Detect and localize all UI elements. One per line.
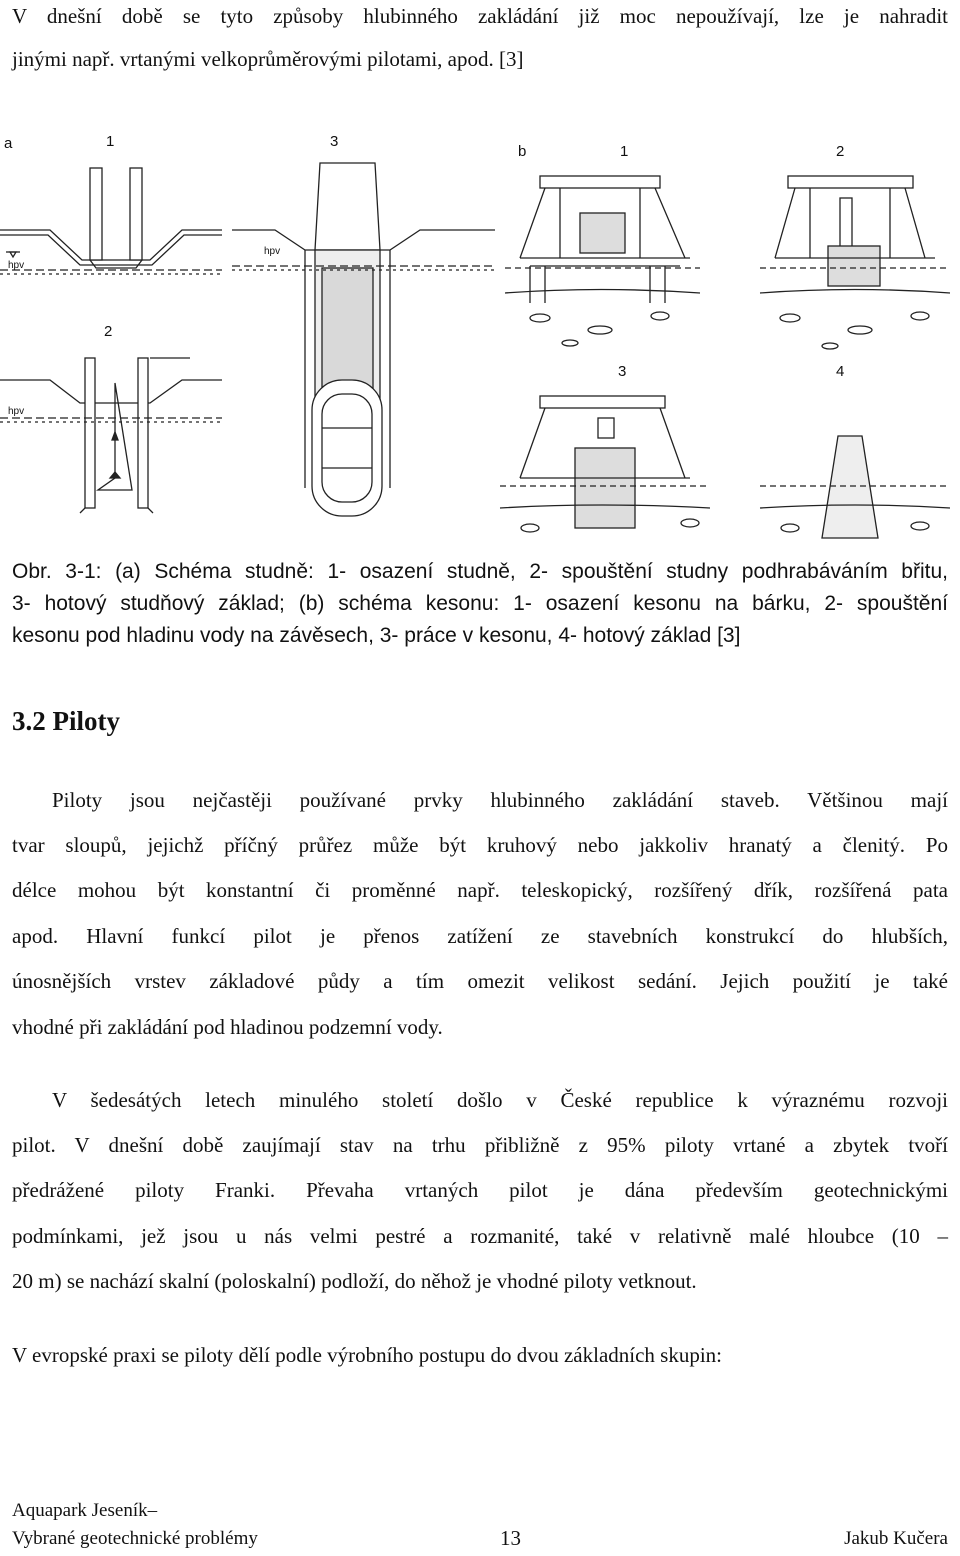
footer-subtitle: Vybrané geotechnické problémy (12, 1528, 258, 1549)
hpv-label-2: hpv (264, 246, 281, 257)
paragraph-1-line-1: Piloty jsou nejčastěji používané prvky hlubinného zakládání staveb. Většinou mají (52, 788, 948, 812)
paragraph-1-line-2: tvar sloupů, jejichž příčný průřez může být kruhový nebo jakkoliv hranatý a členitý. Po (12, 833, 948, 857)
caisson-on-barge-drawing (505, 176, 700, 346)
paragraph-1-line-3: délce mohou být konstantní či proměnné např. teleskopický, rozšířený dřík, rozšířená pata (12, 878, 948, 902)
panel-b-step-4: 4 (836, 363, 845, 380)
work-in-caisson-drawing (500, 396, 710, 532)
paragraph-2-line-5: 20 m) se nachází skalní (poloskalní) podloží, do něhož je vhodné piloty vetknout. (12, 1269, 697, 1293)
panel-a-step-1: 1 (106, 133, 115, 150)
panel-a-step-3: 3 (330, 133, 339, 150)
figure-caption-line-1: Obr. 3-1: (a) Schéma studně: 1- osazení studně, 2- spouštění studny podhrabáváním břitu, (12, 560, 948, 583)
figure-caption-line-2: 3- hotový studňový základ; (b) schéma kesonu: 1- osazení kesonu na bárku, 2- spouštění (12, 592, 948, 615)
paragraph-2-line-3: předrážené piloty Franki. Převaha vrtaných pilot je dána především geotechnickými (12, 1178, 948, 1202)
panel-b-step-2: 2 (836, 143, 845, 160)
caisson-lowering-drawing (760, 176, 950, 349)
hpv-label-3: hpv (8, 406, 25, 417)
paragraph-3: V evropské praxi se piloty dělí podle výrobního postupu do dvou základních skupin: (12, 1343, 723, 1367)
paragraph-2-line-1: V šedesátých letech minulého století došlo v České republice k výraznému rozvoji (52, 1088, 948, 1112)
well-setting-drawing (0, 168, 222, 274)
intro-line-2: jinými např. vrtanými velkoprůměrovými pilotami, apod. [3] (12, 47, 524, 71)
panel-a-step-2: 2 (104, 323, 113, 340)
well-plan-view-drawing (312, 380, 382, 516)
section-heading: 3.2 Piloty (12, 706, 120, 736)
panel-a-label: a (4, 135, 13, 152)
paragraph-2-line-2: pilot. V dnešní době zaujímají stav na trhu přibližně z 95% piloty vrtané a zbytek tvoří (12, 1133, 948, 1157)
panel-b-label: b (518, 143, 527, 160)
figure-well-caisson-diagram (0, 118, 960, 558)
paragraph-1-line-6: vhodné při zakládání pod hladinou podzemní vody. (12, 1015, 443, 1039)
panel-b-step-3: 3 (618, 363, 627, 380)
paragraph-1-line-5: únosnějších vrstev základové půdy a tím omezit velikost sedání. Jejich použití je také (12, 969, 948, 993)
paragraph-2-line-4: podmínkami, jež jsou u nás velmi pestré a rozmanité, také v relativně malé hloubce (10 – (12, 1224, 948, 1248)
intro-line-1: V dnešní době se tyto způsoby hlubinného zakládání již moc nepoužívají, lze je nahradit (12, 4, 948, 28)
panel-b-step-1: 1 (620, 143, 629, 160)
footer-author: Jakub Kučera (844, 1528, 948, 1549)
hpv-label-1: hpv (8, 260, 25, 271)
well-sinking-drawing (0, 358, 222, 513)
paragraph-1-line-4: apod. Hlavní funkcí pilot je přenos zatížení ze stavebních konstrukcí do hlubších, (12, 924, 948, 948)
page-number: 13 (500, 1526, 521, 1550)
figure-caption-line-3: kesonu pod hladinu vody na závěsech, 3- práce v kesonu, 4- hotový základ [3] (12, 624, 741, 647)
footer-project: Aquapark Jeseník– (12, 1500, 158, 1521)
finished-caisson-foundation-drawing (760, 436, 950, 538)
